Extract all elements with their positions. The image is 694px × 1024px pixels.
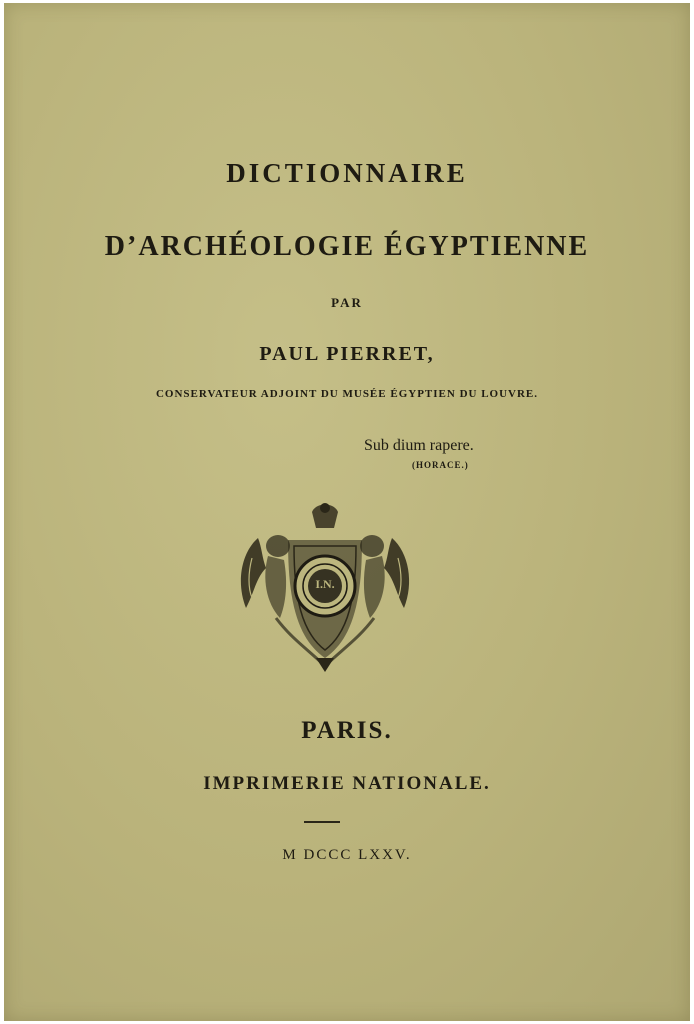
epigraph-text: Sub dium rapere. — [364, 437, 474, 454]
title-line-1: DICTIONNAIRE — [226, 158, 468, 188]
by-label: PAR — [331, 295, 363, 310]
book-cover — [4, 3, 690, 1021]
imprint-printer: IMPRIMERIE NATIONALE. — [203, 773, 491, 794]
imprint-city: PARIS. — [301, 717, 393, 744]
epigraph-source: (HORACE.) — [412, 460, 469, 470]
imprint-year: M DCCC LXXV. — [282, 847, 412, 863]
divider-rule — [304, 821, 340, 823]
emblem-monogram: I.N. — [315, 577, 335, 591]
author-role: CONSERVATEUR ADJOINT DU MUSÉE ÉGYPTIEN DU LOUVRE. — [155, 388, 539, 400]
title-line-2: D’ARCHÉOLOGIE ÉGYPTIENNE — [104, 231, 590, 262]
author-name: PAUL PIERRET, — [259, 343, 435, 365]
